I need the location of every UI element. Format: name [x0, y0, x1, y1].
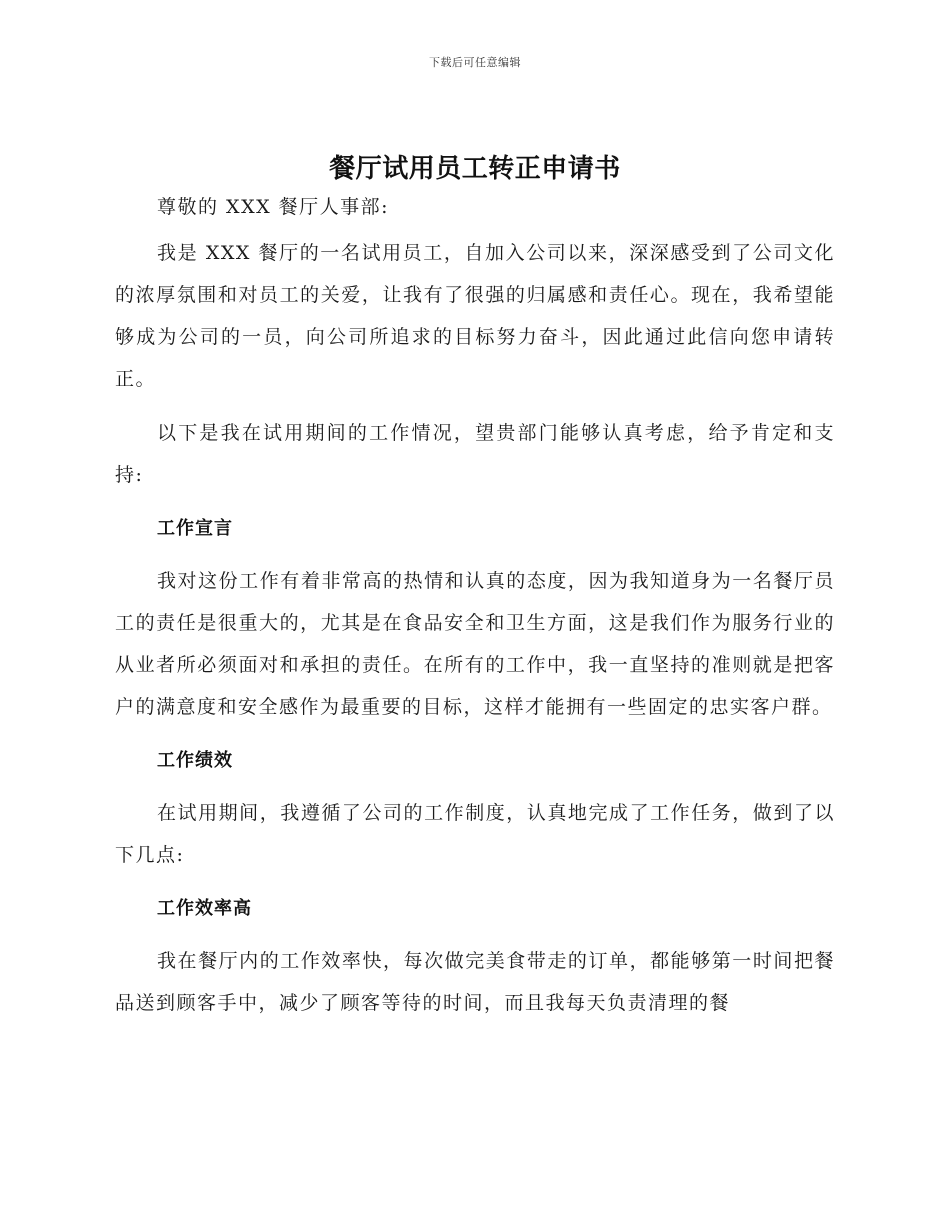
heading-performance: 工作绩效: [157, 750, 233, 771]
paragraph-overview: 以下是我在试用期间的工作情况，望贵部门能够认真考虑，给予肯定和支持:: [115, 422, 835, 486]
heading-declaration: 工作宣言: [157, 518, 233, 539]
paragraph-declaration: 我对这份工作有着非常高的热情和认真的态度，因为我知道身为一名餐厅员工的责任是很重大的，尤其是在食品安全和卫生方面，这是我们作为服务行业的从业者所必须面对和承担的责任。在所有的工作中，我一直坚持的准则就是把客户的满意度和安全感作为最重要的目标，这样才能拥有一些固定的忠实客户群。: [115, 570, 835, 718]
heading-efficiency: 工作效率高: [157, 898, 252, 919]
document-body: [115, 186, 835, 1036]
paragraph-performance: 在试用期间，我遵循了公司的工作制度，认真地完成了工作任务，做到了以下几点:: [115, 802, 835, 866]
document-title: 餐厅试用员工转正申请书: [329, 154, 621, 184]
paragraph-intro: 我是 XXX 餐厅的一名试用员工，自加入公司以来，深深感受到了公司文化的浓厚氛围和对员工的关爱，让我有了很强的归属感和责任心。现在，我希望能够成为公司的一员，向公司所追求的目标努力奋斗，因此通过此信向您申请转正。: [115, 242, 835, 390]
salutation: 尊敬的 XXX 餐厅人事部:: [157, 196, 390, 218]
header-note: 下载后可任意编辑: [429, 56, 521, 69]
paragraph-efficiency: 我在餐厅内的工作效率快，每次做完美食带走的订单，都能够第一时间把餐品送到顾客手中，减少了顾客等待的时间，而且我每天负责清理的餐: [115, 950, 835, 1014]
